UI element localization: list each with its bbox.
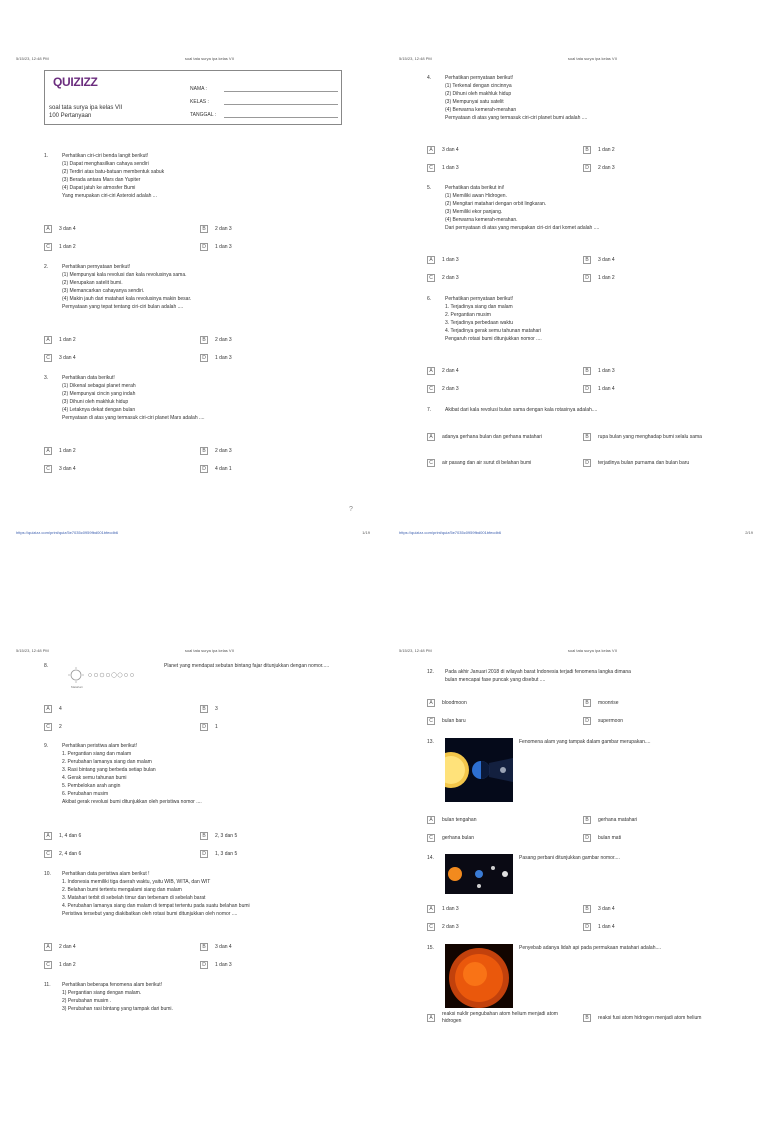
question-number: 10.	[44, 871, 51, 877]
option-letter: D	[200, 465, 208, 473]
answer-option[interactable]	[583, 1014, 739, 1022]
question-line: (4) Makin jauh dari matahari kala revolusinya makin besar.	[62, 296, 192, 302]
answer-option[interactable]	[427, 256, 583, 264]
option-letter: D	[200, 354, 208, 362]
option-text: adanya gerhana bulan dan gerhana matahari	[442, 433, 543, 440]
option-letter: D	[583, 385, 591, 393]
question-text: Penyebab adanya lidah api pada permukaan matahari adalah....	[519, 945, 662, 951]
option-text: 4 dan 1	[215, 465, 232, 472]
answer-option[interactable]	[427, 834, 583, 842]
answer-option[interactable]	[200, 336, 356, 344]
option-text: 1 dan 2	[59, 336, 76, 343]
question-count: 100 Pertanyaan	[49, 113, 92, 119]
question-line: (3) Mempunyai satu satelit	[445, 99, 504, 105]
question-15: 15. Penyebab adanya lidah api pada permukaan matahari adalah....	[427, 944, 739, 1008]
option-text: 2 dan 3	[442, 274, 459, 281]
option-text: 3 dan 4	[59, 354, 76, 361]
answer-option[interactable]	[583, 274, 739, 282]
options	[427, 811, 739, 847]
answer-option[interactable]	[583, 146, 739, 154]
class-field[interactable]: KELAS :	[190, 92, 338, 105]
answer-option[interactable]	[427, 367, 583, 375]
answer-option[interactable]	[427, 1011, 583, 1025]
option-text: 2 dan 3	[215, 225, 232, 232]
question-line: Akibat gerak revolusi bumi ditunjukkan oleh peristiwa nomor ....	[62, 799, 202, 805]
question-line: Perhatikan peristiwa alam berikut!	[62, 743, 138, 749]
option-letter: C	[427, 274, 435, 282]
question-line: Pada akhir Januari 2018 di wilayah barat Indonesia terjadi fenomena langka dimana	[445, 669, 631, 675]
options	[427, 141, 739, 177]
answer-option[interactable]	[583, 923, 739, 931]
question-14: 14. Pasang perbani ditunjukkan gambar nomor....	[427, 854, 739, 894]
question	[427, 668, 739, 684]
question-line: 2. Perubahan lamanya siang dan malam	[62, 759, 152, 765]
answer-option[interactable]	[583, 717, 739, 725]
question-line: (2) Dihuni oleh makhluk hidup	[445, 91, 512, 97]
answer-option[interactable]	[583, 905, 739, 913]
option-text: 3 dan 4	[59, 465, 76, 472]
answer-option[interactable]	[583, 834, 739, 842]
option-text: 1 dan 2	[59, 447, 76, 454]
answer-option[interactable]	[44, 850, 200, 858]
answer-option[interactable]	[200, 243, 356, 251]
option-letter: B	[583, 146, 591, 154]
answer-option[interactable]	[583, 164, 739, 172]
option-letter: C	[427, 385, 435, 393]
option-letter: B	[200, 447, 208, 455]
help-icon[interactable]: ?	[349, 506, 353, 513]
question-line: Akibat dari kala revolusi bulan sama dengan kala rotasinya adalah....	[445, 407, 598, 413]
option-letter: C	[44, 850, 52, 858]
question-number: 7.	[427, 407, 432, 413]
question-line: 5. Pembelokan arah angin	[62, 783, 121, 789]
question-number: 12.	[427, 669, 434, 675]
question-line: 3. Terjadinya perbedaan waktu	[445, 320, 514, 326]
question-line: (1) Dapat menghasilkan cahaya sendiri	[62, 161, 149, 167]
question-line: (3) Memancarkan cahayanya sendiri.	[62, 288, 145, 294]
question-number: 1.	[44, 153, 49, 159]
page-header: 5/15/23, 12:48 PM soal tata surya ipa kelas VII	[399, 648, 617, 653]
question-line: 6. Perubahan musim	[62, 791, 109, 797]
option-text: 1 dan 2	[598, 146, 615, 153]
options	[44, 442, 356, 478]
page-2	[399, 56, 753, 536]
options	[44, 827, 356, 863]
option-text: 1, 4 dan 6	[59, 832, 82, 839]
option-letter: A	[44, 705, 52, 713]
option-letter: A	[44, 943, 52, 951]
question-line: 1) Pergantian siang dengan malam.	[62, 990, 142, 996]
option-text: 1 dan 3	[442, 905, 459, 912]
option-text: 2 dan 3	[598, 164, 615, 171]
print-date: 5/15/23, 12:48 PM	[16, 56, 49, 61]
option-text: 2 dan 3	[215, 447, 232, 454]
question-line: (1) Terkenal dengan cincinnya	[445, 83, 512, 89]
date-field[interactable]: TANGGAL :	[190, 105, 338, 118]
answer-option[interactable]	[427, 699, 583, 707]
question-line: (2) Terdiri atas batu-batuan membentuk sabuk	[62, 169, 165, 175]
option-text: 1 dan 3	[442, 256, 459, 263]
option-letter: D	[200, 961, 208, 969]
tide-diagram	[445, 854, 513, 894]
option-letter: A	[44, 225, 52, 233]
page-number: 1/19	[362, 530, 370, 535]
answer-option[interactable]	[583, 385, 739, 393]
answer-option[interactable]	[44, 705, 200, 713]
question-line: 3) Perubahan rasi bintang yang tampak dari bumi.	[62, 1006, 173, 1012]
option-text: 1 dan 2	[59, 961, 76, 968]
answer-option[interactable]	[583, 433, 739, 441]
option-text: bulan baru	[442, 717, 466, 724]
question-line: (2) Mengitari matahari dengan orbit lingkaran.	[445, 201, 547, 207]
question	[44, 263, 356, 311]
page-footer	[16, 530, 370, 535]
question	[44, 981, 356, 1013]
option-letter: B	[200, 336, 208, 344]
question-line: Perhatikan pernyataan berikut!	[445, 296, 514, 302]
option-letter: C	[427, 717, 435, 725]
question-line: 2. Belahan bumi tertentu mengalami siang dan malam	[62, 887, 182, 893]
option-letter: B	[583, 699, 591, 707]
option-letter: D	[583, 274, 591, 282]
question-line: 4. Gerak semu tahunan bumi	[62, 775, 127, 781]
footer-url[interactable]: https://quizizz.com/print/quiz/5e7035c0959fbd001bfecdb6	[16, 530, 119, 535]
option-text: moonrise	[598, 699, 619, 706]
quizizz-logo: QUIZIZZ	[53, 75, 98, 89]
option-letter: B	[583, 1014, 591, 1022]
option-letter: B	[200, 943, 208, 951]
option-letter: C	[44, 723, 52, 731]
question-line: (2) Merupakan satelit bumi.	[62, 280, 123, 286]
answer-option[interactable]	[44, 832, 200, 840]
option-letter: D	[583, 164, 591, 172]
option-letter: A	[427, 146, 435, 154]
answer-option[interactable]	[427, 459, 583, 467]
question	[44, 870, 356, 918]
option-text: 1 dan 3	[598, 367, 615, 374]
question-line: (4) Berwarna kemerah-merahan	[445, 107, 517, 113]
options	[427, 1005, 739, 1031]
option-letter: B	[583, 905, 591, 913]
answer-option[interactable]	[44, 961, 200, 969]
question	[44, 374, 356, 422]
answer-option[interactable]	[44, 447, 200, 455]
question-line: bulan mencapai fase puncak yang disebut ....	[445, 677, 546, 683]
option-letter: D	[200, 723, 208, 731]
option-letter: B	[583, 367, 591, 375]
options	[427, 900, 739, 936]
answer-option[interactable]	[583, 459, 739, 467]
option-text: 2, 4 dan 6	[59, 850, 82, 857]
option-text: gerhana bulan	[442, 834, 474, 841]
question-line: (4) Berwarna kemerah-merahan.	[445, 217, 518, 223]
option-letter: C	[44, 354, 52, 362]
option-text: 1 dan 3	[215, 243, 232, 250]
question-line: (3) Memiliki ekor panjang.	[445, 209, 503, 215]
question	[44, 742, 356, 806]
answer-option[interactable]	[583, 816, 739, 824]
option-text: 3 dan 4	[215, 943, 232, 950]
question-line: (3) Berada antara Mars dan Yupiter	[62, 177, 141, 183]
option-letter: A	[427, 816, 435, 824]
option-text: gerhana matahari	[598, 816, 638, 823]
option-text: 2, 3 dan 5	[215, 832, 238, 839]
question-number: 2.	[44, 264, 49, 270]
eclipse-photo	[445, 738, 513, 802]
question-line: Peristiwa tersebut yang diakibatkan oleh rotasi bumi ditunjukkan oleh nomor ....	[62, 911, 238, 917]
answer-option[interactable]	[427, 164, 583, 172]
page-header: 5/15/23, 12:48 PM soal tata surya ipa kelas VII	[399, 56, 617, 61]
question-line: (4) Letaknya dekat dengan bulan	[62, 407, 136, 413]
option-text: rupa bulan yang menghadap bumi selalu sama	[598, 433, 702, 440]
cover-box	[44, 70, 342, 125]
answer-option[interactable]	[200, 465, 356, 473]
page-1	[16, 56, 370, 536]
option-text: 1 dan 4	[598, 385, 615, 392]
options	[427, 694, 739, 730]
option-text: 3 dan 4	[442, 146, 459, 153]
answer-option[interactable]	[427, 816, 583, 824]
question-number: 5.	[427, 185, 432, 191]
question-number: 11.	[44, 982, 51, 988]
option-text: 3	[215, 705, 218, 712]
option-text: reaksi nuklir pengubahan atom helium menjadi atom hidrogen	[442, 1011, 558, 1024]
option-text: bulan tengahan	[442, 816, 477, 823]
question-number: 8.	[44, 663, 49, 669]
option-text: 3 dan 4	[598, 905, 615, 912]
question-line: Perhatikan pernyataan berikut!	[62, 264, 131, 270]
option-letter: C	[44, 465, 52, 473]
question-line: Perhatikan beberapa fenomena alam berikut!	[62, 982, 163, 988]
answer-option[interactable]	[583, 699, 739, 707]
options	[44, 220, 356, 256]
sun-label: Matahari	[71, 685, 83, 689]
question-13: 13. Fenomena alam yang tampak dalam gambar merupakan....	[427, 738, 739, 802]
option-letter: C	[427, 923, 435, 931]
page-footer: https://quizizz.com/print/quiz/5e7035c0959fbd001bfecdb6 2/19	[399, 530, 753, 535]
answer-option[interactable]	[427, 433, 583, 441]
question-line: (1) Dikenal sebagai planet merah	[62, 383, 136, 389]
sun-photo	[445, 944, 513, 1008]
answer-option[interactable]	[200, 943, 356, 951]
question-line: Planet yang mendapat sebutan bintang fajar ditunjukkan dengan nomor.....	[164, 663, 330, 669]
option-letter: B	[583, 816, 591, 824]
option-letter: D	[583, 459, 591, 467]
option-text: 4	[59, 705, 62, 712]
question-text: Fenomena alam yang tampak dalam gambar merupakan....	[519, 739, 651, 745]
answer-option[interactable]	[200, 354, 356, 362]
answer-option[interactable]	[427, 385, 583, 393]
option-letter: C	[44, 243, 52, 251]
option-text: reaksi fusi atom hidrogen menjadi atom helium	[598, 1014, 702, 1021]
question-line: (1) Memiliki awan Hidrogen.	[445, 193, 507, 199]
answer-option[interactable]	[44, 943, 200, 951]
option-letter: A	[427, 367, 435, 375]
question	[427, 406, 739, 414]
option-letter: D	[583, 717, 591, 725]
option-text: 2	[59, 723, 62, 730]
options	[44, 700, 356, 736]
question-number: 4.	[427, 75, 432, 81]
option-text: 1, 3 dan 5	[215, 850, 238, 857]
question-line: 4. Terjadinya gerak semu tahunan matahari	[445, 328, 542, 334]
question-text: Pasang perbani ditunjukkan gambar nomor....	[519, 855, 620, 861]
answer-option[interactable]	[427, 274, 583, 282]
option-text: 1 dan 3	[215, 961, 232, 968]
option-letter: A	[44, 336, 52, 344]
answer-option[interactable]	[583, 256, 739, 264]
answer-option[interactable]	[427, 923, 583, 931]
question	[427, 295, 739, 343]
answer-option[interactable]	[583, 367, 739, 375]
answer-option[interactable]	[44, 336, 200, 344]
answer-option[interactable]	[427, 717, 583, 725]
option-letter: B	[583, 256, 591, 264]
question-line: (2) Mempunyai cincin yang indah	[62, 391, 136, 397]
question-line: Yang merupakan ciri-ciri Asteroid adalah ...	[62, 193, 157, 199]
answer-option[interactable]	[200, 832, 356, 840]
question	[44, 662, 356, 670]
name-field[interactable]: NAMA :	[190, 79, 338, 92]
answer-option[interactable]	[200, 705, 356, 713]
question-number: 3.	[44, 375, 49, 381]
option-letter: A	[427, 433, 435, 441]
quiz-title	[49, 104, 122, 120]
option-letter: C	[427, 459, 435, 467]
options	[44, 938, 356, 974]
question-line: Pengaruh rotasi bumi ditunjukkan nomor ....	[445, 336, 542, 342]
options	[427, 362, 739, 398]
option-letter: D	[583, 923, 591, 931]
question-line: Pernyataan yang tepat tentang ciri-ciri bulan adalah ....	[62, 304, 184, 310]
option-letter: D	[200, 243, 208, 251]
answer-option[interactable]	[44, 465, 200, 473]
option-text: 1 dan 2	[598, 274, 615, 281]
print-title: soal tata surya ipa kelas VII	[184, 56, 234, 61]
question-line: Dari pernyataan di atas yang merupakan ciri-ciri dari komet adalah ....	[445, 225, 600, 231]
question-line: Perhatikan data berikut!	[62, 375, 115, 381]
question-line: Perhatikan ciri-ciri benda langit berikut!	[62, 153, 149, 159]
question-line: 2. Pergantian musim	[445, 312, 491, 318]
question-line: 3. Rasi bintang yang berbeda setiap bulan	[62, 767, 156, 773]
option-letter: D	[200, 850, 208, 858]
option-letter: B	[200, 705, 208, 713]
option-text: terjadinya bulan purnama dan bulan baru	[598, 459, 690, 466]
page-header	[16, 56, 370, 64]
option-letter: A	[44, 832, 52, 840]
student-fields	[190, 79, 338, 118]
answer-option[interactable]	[200, 447, 356, 455]
page-3	[16, 648, 370, 1128]
option-text: 1	[215, 723, 218, 730]
option-text: 3 dan 4	[59, 225, 76, 232]
question	[427, 74, 739, 122]
option-text: air pasang dan air surut di belahan bumi	[442, 459, 532, 466]
question-line: Perhatikan data peristiwa alam berikut !	[62, 871, 150, 877]
question-number: 6.	[427, 296, 432, 302]
option-letter: C	[44, 961, 52, 969]
option-text: 1 dan 3	[442, 164, 459, 171]
option-text: 1 dan 2	[59, 243, 76, 250]
option-letter: B	[200, 832, 208, 840]
answer-option[interactable]	[200, 225, 356, 233]
answer-option[interactable]	[44, 243, 200, 251]
question-line: 1. Pergantian siang dan malam	[62, 751, 132, 757]
option-letter: B	[583, 433, 591, 441]
answer-option[interactable]	[44, 354, 200, 362]
page-header: 5/15/23, 12:48 PM soal tata surya ipa kelas VII	[16, 648, 234, 653]
option-text: 2 dan 3	[442, 385, 459, 392]
question-line: Perhatikan pernyataan berikut!	[445, 75, 514, 81]
answer-option[interactable]	[44, 225, 200, 233]
option-letter: C	[427, 164, 435, 172]
question-line: Pernyataan di atas yang termasuk ciri-ciri planet bumi adalah ....	[445, 115, 588, 121]
answer-option[interactable]	[427, 146, 583, 154]
page-4	[399, 648, 753, 1128]
question	[427, 184, 739, 232]
answer-option[interactable]	[200, 961, 356, 969]
option-letter: B	[200, 225, 208, 233]
option-letter: A	[427, 699, 435, 707]
options	[427, 424, 739, 476]
option-text: 2 dan 3	[442, 923, 459, 930]
question-line: 2) Perubahan musim .	[62, 998, 112, 1004]
option-text: 3 dan 4	[598, 256, 615, 263]
question-line: 1. Terjadinya siang dan malam	[445, 304, 513, 310]
option-text: 2 dan 4	[442, 367, 459, 374]
options	[427, 251, 739, 287]
question-line: 1. Indonesia memiliki tiga daerah waktu, yaitu WIB, WITA, dan WIT	[62, 879, 211, 885]
question	[44, 152, 356, 200]
question-line: (4) Dapat jatuh ke atmosfer Bumi	[62, 185, 136, 191]
option-letter: A	[427, 256, 435, 264]
question-line: Pernyataan di atas yang termasuk ciri-ciri planet Mars adalah ....	[62, 415, 205, 421]
options	[44, 331, 356, 367]
answer-option[interactable]	[200, 850, 356, 858]
option-text: supermoon	[598, 717, 624, 724]
option-letter: A	[427, 1014, 435, 1022]
quiz-title-text: soal tata surya ipa kelas VII	[49, 105, 123, 111]
option-letter: A	[44, 447, 52, 455]
answer-option[interactable]	[200, 723, 356, 731]
option-letter: D	[583, 834, 591, 842]
answer-option[interactable]	[44, 723, 200, 731]
question-line: 3. Matahari terbit di sebelah timur dan terbenam di sebelah barat	[62, 895, 206, 901]
option-text: 2 dan 4	[59, 943, 76, 950]
option-text: 1 dan 3	[215, 354, 232, 361]
option-letter: C	[427, 834, 435, 842]
answer-option[interactable]	[427, 905, 583, 913]
option-text: 2 dan 3	[215, 336, 232, 343]
question-number: 9.	[44, 743, 49, 749]
question-line: (1) Mempunyai kala revolusi dan kala revolusinya sama.	[62, 272, 187, 278]
option-text: 1 dan 4	[598, 923, 615, 930]
question-line: 4. Perubahan lamanya siang dan malam di tempat tertentu pada suatu belahan bumi	[62, 903, 250, 909]
option-text: bulan mati	[598, 834, 622, 841]
option-letter: A	[427, 905, 435, 913]
question-line: (3) Dihuni oleh makhluk hidup	[62, 399, 129, 405]
question-line: Perhatikan data berikut ini!	[445, 185, 505, 191]
option-text: bloodmoon	[442, 699, 467, 706]
